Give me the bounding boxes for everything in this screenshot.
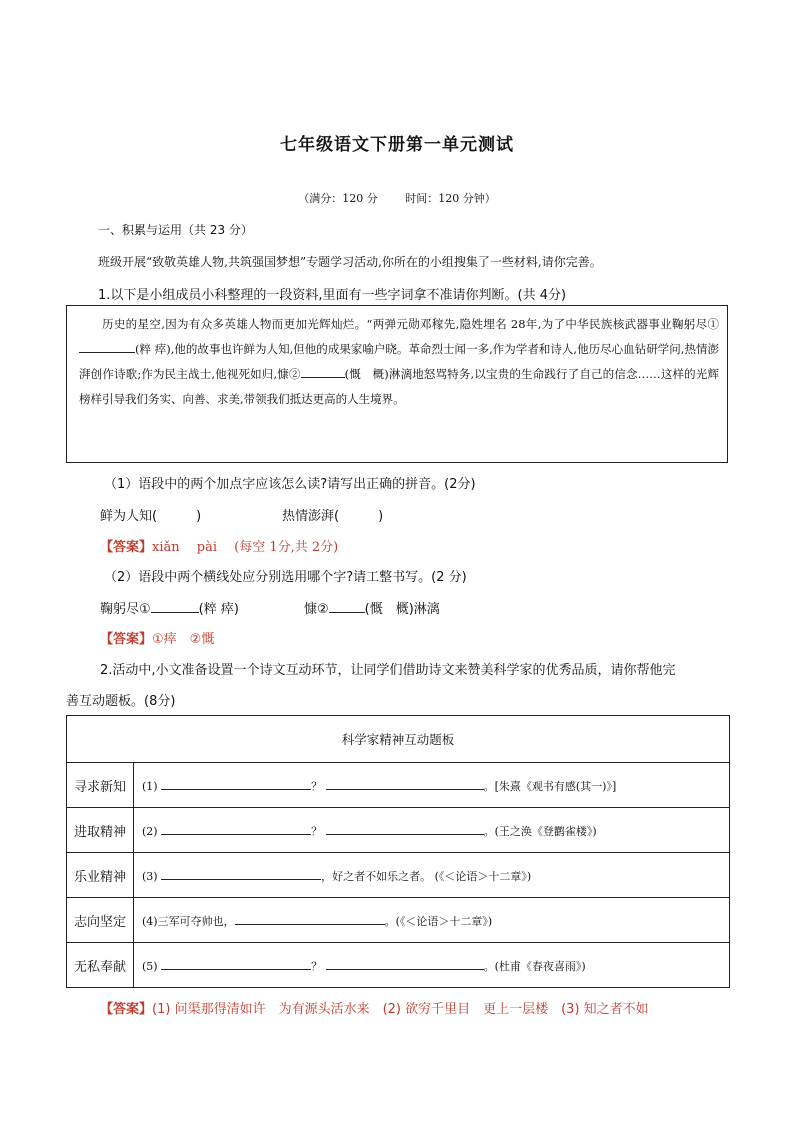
row-num: (4)三军可夺帅也， xyxy=(142,914,235,928)
row-content xyxy=(134,943,730,988)
answer-1 xyxy=(100,536,338,555)
board-header-row xyxy=(67,716,730,763)
fill-blank[interactable] xyxy=(326,777,484,790)
answer-text: xiǎn pài (每空 1分,共 2分) xyxy=(152,540,339,555)
time-limit: 时间：120 分钟） xyxy=(405,192,496,205)
row-label: 进取精神 xyxy=(67,808,134,853)
reading-passage xyxy=(66,305,728,463)
answer-label: 【答案】 xyxy=(100,1002,153,1017)
sub-question-1-prompt: （1）语段中的两个加点字应该怎么读?请写出正确的拼音。(2分) xyxy=(104,477,476,492)
row-num: (2) xyxy=(142,824,158,838)
char-item-a-post: (粹 瘁) xyxy=(198,602,239,617)
passage-part-3: (慨 概)淋漓地怒骂特务,以宝贵的生命践行了自己的信念……这样的光辉榜样引导我们务实、向善、求美,带领我们抵达更高的人生境界。 xyxy=(79,367,719,406)
row-source: (《＜论语＞十二章》) xyxy=(395,914,493,928)
row-mid: ？ xyxy=(311,959,323,973)
char-item-b-pre: 慷② xyxy=(304,602,329,617)
char-item-a-pre: 鞠躬尽① xyxy=(100,602,151,617)
row-label: 志向坚定 xyxy=(67,898,134,943)
row-content xyxy=(134,763,730,808)
row-label: 无私奉献 xyxy=(67,943,134,988)
answer-text: (1) 问渠那得清如许 为有源头活水来 (2) 欲穷千里目 更上一层楼 (3) 知之者不如 xyxy=(152,1002,649,1017)
char-item-b xyxy=(304,598,440,617)
row-source: (《＜论语＞十二章》) xyxy=(434,869,532,883)
row-num: (5) xyxy=(142,959,158,973)
row-content xyxy=(134,853,730,898)
board-row xyxy=(67,898,730,943)
question-1-prompt: 1.以下是小组成员小科整理的一段资料,里面有一些字词拿不准请你判断。(共 4分) xyxy=(98,288,567,303)
row-source: 。(王之涣《登鹳雀楼》) xyxy=(483,824,597,838)
passage-part-1: 历史的星空,因为有众多英雄人物而更加光辉灿烂。“两弹元勋邓稼先,隐姓埋名 28年,为了中华民族核武器事业鞠躬尽① xyxy=(102,317,719,331)
char-blank-1[interactable] xyxy=(151,598,199,613)
row-source: 。[朱熹《观书有感(其一)》] xyxy=(483,779,617,793)
pinyin-item-b: 热情澎湃( ) xyxy=(282,509,384,524)
passage-part-2: (粹 瘁),他的故事也许鲜为人知,但他的成果家喻户晓。革命烈士闻一多,作为学者和诗人,他历尽心血钻研学问,热情澎湃创作诗歌;作为民主战士,他视死如归,慷② xyxy=(79,342,719,381)
question-2-prompt-line-2: 善互动题板。(8分) xyxy=(66,694,176,709)
fill-blank[interactable] xyxy=(235,912,385,925)
row-label: 乐业精神 xyxy=(67,853,134,898)
row-source: 。(杜甫《春夜喜雨》) xyxy=(483,959,586,973)
full-score: （满分：120 分 xyxy=(298,192,378,205)
passage-text xyxy=(79,312,719,412)
pinyin-item-a: 鲜为人知( ) xyxy=(100,509,202,524)
answer-3 xyxy=(100,998,649,1017)
row-mid: ，好之者不如乐之者。 xyxy=(321,869,432,883)
fill-blank[interactable] xyxy=(161,867,321,880)
fill-blank[interactable] xyxy=(161,957,311,970)
fill-blank[interactable] xyxy=(161,777,311,790)
row-mid: ？ xyxy=(311,779,323,793)
row-content xyxy=(134,808,730,853)
answer-label: 【答案】 xyxy=(100,632,153,647)
activity-intro: 班级开展“致敬英雄人物,共筑强国梦想”专题学习活动,你所在的小组搜集了一些材料,请你完善。 xyxy=(98,255,602,269)
blank-1[interactable] xyxy=(79,338,135,353)
board-row xyxy=(67,853,730,898)
blank-2[interactable] xyxy=(301,363,345,378)
char-blank-2[interactable] xyxy=(329,598,365,613)
row-label: 寻求新知 xyxy=(67,763,134,808)
fill-blank[interactable] xyxy=(326,957,484,970)
row-mid: ？ xyxy=(311,824,323,838)
page-title: 七年级语文下册第一单元测试 xyxy=(280,135,514,155)
sub-question-2-prompt: （2）语段中两个横线处应分别选用哪个字?请工整书写。(2 分) xyxy=(104,570,467,585)
row-num: (1) xyxy=(142,779,158,793)
question-2-prompt-line-1: 2.活动中,小文准备设置一个诗文互动环节，让同学们借助诗文来赞美科学家的优秀品质，请你帮他完 xyxy=(100,663,676,678)
exam-meta xyxy=(0,190,794,206)
board-row xyxy=(67,763,730,808)
answer-text: ①瘁 ②慨 xyxy=(152,632,215,647)
section-heading: 一、积累与运用（共 23 分） xyxy=(98,223,253,237)
interactive-board xyxy=(66,715,730,988)
board-header: 科学家精神互动题板 xyxy=(67,716,730,763)
row-content xyxy=(134,898,730,943)
row-num: (3) xyxy=(142,869,158,883)
char-item-a xyxy=(100,598,239,617)
fill-blank[interactable] xyxy=(161,822,311,835)
fill-blank[interactable] xyxy=(326,822,484,835)
board-row xyxy=(67,943,730,988)
char-item-b-post: (慨 概)淋漓 xyxy=(364,602,440,617)
board-row xyxy=(67,808,730,853)
row-mid: 。 xyxy=(384,914,396,928)
answer-label: 【答案】 xyxy=(100,540,153,555)
answer-2 xyxy=(100,628,214,647)
